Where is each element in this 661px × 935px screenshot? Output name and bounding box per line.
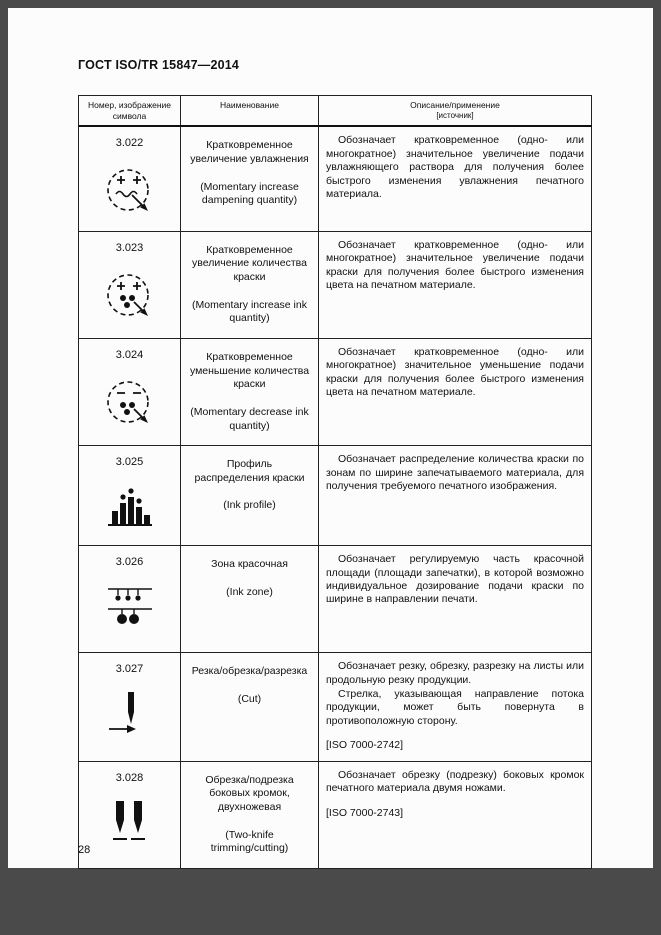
symbol-name-ru: Резка/обрезка/разрезка bbox=[191, 665, 308, 678]
momentary-increase-dampening-icon bbox=[83, 163, 176, 222]
symbol-number: 3.027 bbox=[115, 663, 144, 676]
symbol-number: 3.025 bbox=[115, 456, 144, 469]
symbol-name-en: (Momentary increase ink quantity) bbox=[192, 298, 307, 325]
description-paragraph: Обозначает кратковременное (одно- или многократное) значительное уменьшение подачи краски для получения более быстрого изменения цвета на печатном материале. bbox=[326, 345, 584, 399]
table-row bbox=[79, 446, 592, 546]
symbol-name-en: (Two-knife trimming/cutting) bbox=[210, 828, 289, 855]
symbol-cell bbox=[79, 446, 181, 546]
symbol-description-cell bbox=[319, 761, 592, 868]
table-row bbox=[79, 126, 592, 231]
col-header-number-label: Номер, изображение символа bbox=[87, 100, 172, 121]
symbol-name-cell bbox=[181, 546, 319, 653]
symbol-number: 3.026 bbox=[115, 556, 144, 569]
symbol-name-ru: Кратковременное уменьшение количества краски bbox=[189, 350, 310, 391]
symbol-name-en: (Momentary increase dampening quantity) bbox=[200, 180, 299, 207]
table-row bbox=[79, 653, 592, 762]
symbol-name-cell bbox=[181, 761, 319, 868]
symbol-name-en: (Ink zone) bbox=[226, 585, 273, 598]
symbol-name-cell bbox=[181, 126, 319, 231]
table-row bbox=[79, 231, 592, 338]
symbol-description-cell bbox=[319, 446, 592, 546]
table-row bbox=[79, 338, 592, 445]
description-paragraph: Обозначает кратковременное (одно- или многократное) значительное увеличение подачи краски для получения более быстрого изменения цвета на печатном материале. bbox=[326, 238, 584, 292]
col-header-name bbox=[181, 96, 319, 127]
symbol-name-cell bbox=[181, 231, 319, 338]
description-paragraph: Обозначает обрезку (подрезку) боковых кромок печатного материала двумя ножами. bbox=[326, 768, 584, 795]
symbol-name-ru: Кратковременное увеличение количества краски bbox=[192, 243, 307, 284]
col-header-description-label: Описание/применение bbox=[410, 100, 500, 110]
table-row bbox=[79, 761, 592, 868]
cut-icon bbox=[83, 689, 176, 744]
symbol-name-ru: Обрезка/подрезка боковых кромок, двухножевая bbox=[205, 773, 294, 814]
symbol-number: 3.022 bbox=[115, 137, 144, 150]
symbol-number: 3.023 bbox=[115, 241, 144, 254]
document-page bbox=[8, 8, 653, 868]
symbol-description-cell bbox=[319, 231, 592, 338]
symbol-number: 3.024 bbox=[115, 348, 144, 361]
ink-profile-icon bbox=[83, 482, 176, 535]
description-source: [ISO 7000-2742] bbox=[326, 739, 404, 752]
symbol-cell bbox=[79, 653, 181, 762]
symbol-description-cell bbox=[319, 126, 592, 231]
description-paragraph: Обозначает регулируемую часть красочной площади (площади запечатки), в которой возможно индивидуальное дозирование подачи краски по ширине в направлении печати. bbox=[326, 553, 584, 606]
page-number: 28 bbox=[78, 844, 91, 856]
description-paragraph: Обозначает распределение количества краски по зонам по ширине запечатываемого материала, для получения требуемого печатного изображения. bbox=[326, 453, 584, 493]
symbol-cell bbox=[79, 761, 181, 868]
symbol-name-en: (Ink profile) bbox=[223, 499, 276, 512]
momentary-increase-ink-icon bbox=[83, 268, 176, 327]
description-paragraph: Стрелка, указывающая направление потока продукции, может быть повернута в противоположную сторону. bbox=[326, 688, 584, 727]
description-paragraph: Обозначает резку, обрезку, разрезку на листы или продольную резку продукции. bbox=[326, 660, 584, 686]
symbol-name-cell bbox=[181, 653, 319, 762]
description-source: [ISO 7000-2743] bbox=[326, 806, 404, 819]
symbol-name-en: (Momentary decrease ink quantity) bbox=[190, 405, 309, 432]
ink-zone-icon bbox=[83, 582, 176, 637]
symbol-name-ru: Профиль распределения краски bbox=[194, 458, 305, 484]
symbol-cell bbox=[79, 126, 181, 231]
symbol-name-cell bbox=[181, 446, 319, 546]
col-header-name-label: Наименование bbox=[220, 100, 279, 110]
col-header-source-label: [источник] bbox=[436, 110, 474, 120]
table-header-row bbox=[79, 96, 592, 127]
description-paragraph: Обозначает кратковременное (одно- или многократное) значительное увеличение подачи увлажняющего раствора для получения более быстрого изменения увлажнения печатного материала. bbox=[326, 134, 584, 200]
symbol-cell bbox=[79, 231, 181, 338]
two-knife-trimming-icon bbox=[83, 798, 176, 855]
symbol-description-cell bbox=[319, 338, 592, 445]
symbol-name-cell bbox=[181, 338, 319, 445]
symbol-name-ru: Кратковременное увеличение увлажнения bbox=[190, 139, 309, 165]
col-header-description bbox=[319, 96, 592, 127]
page-title: ГОСТ ISO/TR 15847—2014 bbox=[78, 58, 240, 72]
symbol-description-cell bbox=[319, 546, 592, 653]
symbol-name-en: (Cut) bbox=[237, 692, 262, 705]
symbol-name-ru: Зона красочная bbox=[211, 558, 288, 571]
symbol-cell bbox=[79, 546, 181, 653]
momentary-decrease-ink-icon bbox=[83, 375, 176, 434]
symbol-description-cell bbox=[319, 653, 592, 762]
col-header-number bbox=[79, 96, 181, 127]
table-row bbox=[79, 546, 592, 653]
symbol-number: 3.028 bbox=[115, 771, 144, 784]
symbol-cell bbox=[79, 338, 181, 445]
symbols-table bbox=[78, 95, 592, 869]
